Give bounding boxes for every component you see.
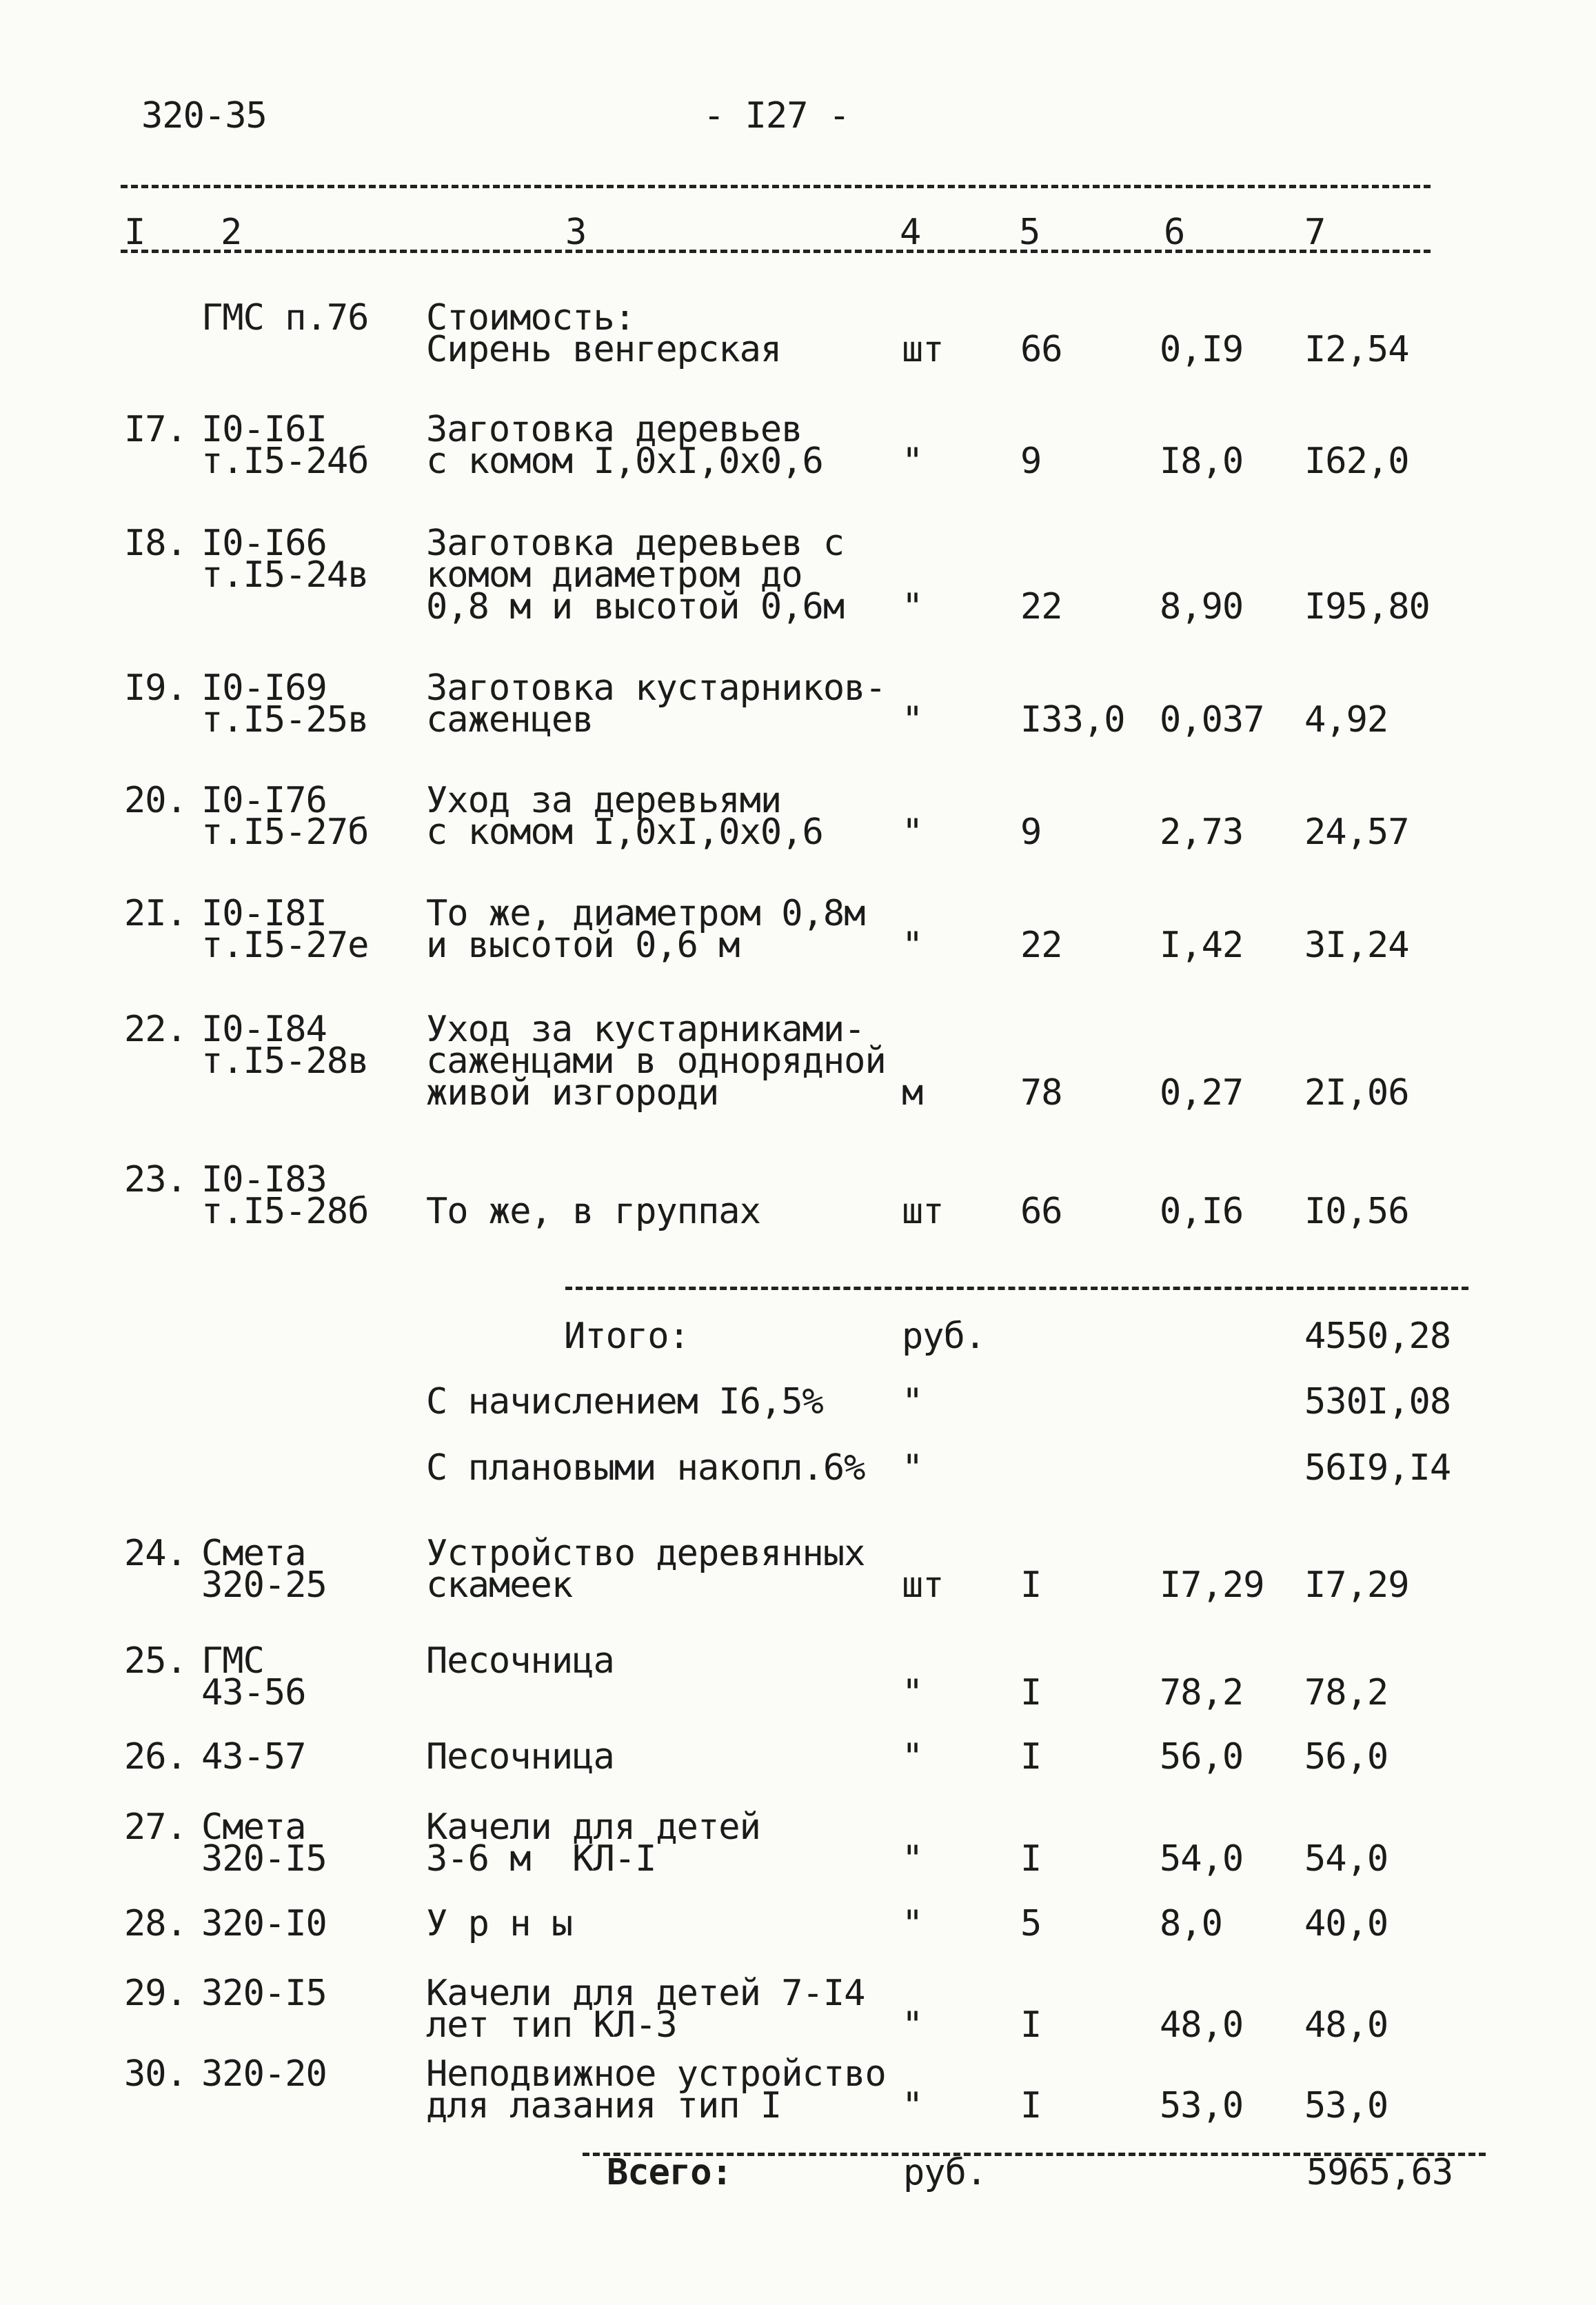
grand-total-unit: руб. xyxy=(903,2152,987,2193)
row-description-line: Уход за деревьями xyxy=(426,780,782,821)
row-unit-price: 0,27 xyxy=(1160,1072,1244,1114)
row-code-line: 320-25 xyxy=(201,1564,327,1606)
row-code-line: I0-I84 xyxy=(201,1009,327,1050)
row-unit: " xyxy=(902,586,923,627)
row-code-line: т.I5-28б xyxy=(201,1191,369,1232)
row-total: 24,57 xyxy=(1304,812,1409,853)
document-code: 320-35 xyxy=(141,95,267,137)
row-unit-price: 2,73 xyxy=(1160,812,1244,853)
subtotal-unit: руб. xyxy=(902,1316,986,1357)
row-total: 4,92 xyxy=(1304,699,1388,741)
grand-total-label: Всего: xyxy=(607,2152,732,2193)
row-description-line: Заготовка деревьев xyxy=(426,409,802,450)
row-unit: " xyxy=(902,1736,923,1778)
row-quantity: 66 xyxy=(1020,1191,1062,1232)
row-quantity: I xyxy=(1020,1672,1042,1713)
row-unit-price: I8,0 xyxy=(1160,441,1244,482)
subtotal-label: С плановыми накопл.6% xyxy=(426,1447,865,1489)
row-description-line: Сирень венгерская xyxy=(426,329,782,370)
row-total: 3I,24 xyxy=(1304,925,1409,966)
column-header-1: I xyxy=(124,212,146,253)
row-description-line: скамеек xyxy=(426,1564,573,1606)
row-unit-price: I,42 xyxy=(1160,925,1244,966)
row-quantity: I33,0 xyxy=(1020,699,1125,741)
row-quantity: I xyxy=(1020,2085,1042,2126)
row-quantity: I xyxy=(1020,1736,1042,1778)
row-unit: шт xyxy=(902,1564,944,1606)
row-code-line: т.I5-28в xyxy=(201,1040,369,1082)
subtotal-rule xyxy=(565,1287,1468,1290)
row-description-line: То же, в группах xyxy=(426,1191,760,1232)
row-unit-price: 8,0 xyxy=(1160,1903,1222,1944)
row-quantity: 9 xyxy=(1020,441,1042,482)
row-description-line: У р н ы xyxy=(426,1903,573,1944)
subtotal-unit: " xyxy=(902,1381,923,1422)
row-unit-price: 53,0 xyxy=(1160,2085,1244,2126)
row-number: 23. xyxy=(124,1159,187,1200)
row-unit: " xyxy=(902,1672,923,1713)
subtotal-label: Итого: xyxy=(564,1316,689,1357)
row-total: 2I,06 xyxy=(1304,1072,1409,1114)
row-unit: " xyxy=(902,812,923,853)
row-total: I7,29 xyxy=(1304,1564,1409,1606)
row-total: 54,0 xyxy=(1304,1838,1388,1880)
row-number: I8. xyxy=(124,523,187,564)
row-number: 25. xyxy=(124,1640,187,1682)
row-unit: " xyxy=(902,1903,923,1944)
row-code-line: т.I5-27е xyxy=(201,925,369,966)
page-number: - I27 - xyxy=(703,95,850,137)
column-header-2: 2 xyxy=(221,212,243,253)
column-header-6: 6 xyxy=(1164,212,1186,253)
row-unit: м xyxy=(902,1072,923,1114)
row-number: I7. xyxy=(124,409,187,450)
row-quantity: I xyxy=(1020,2004,1042,2046)
row-number: I9. xyxy=(124,667,187,709)
row-number: 26. xyxy=(124,1736,187,1778)
header-top-rule xyxy=(121,185,1431,188)
row-code-line: т.I5-27б xyxy=(201,812,369,853)
row-total: I0,56 xyxy=(1304,1191,1409,1232)
row-total: I62,0 xyxy=(1304,441,1409,482)
row-code-line: I0-I6I xyxy=(201,409,327,450)
row-description-line: комом диаметром до xyxy=(426,554,802,596)
subtotal-value: 530I,08 xyxy=(1304,1381,1451,1422)
row-description-line: и высотой 0,6 м xyxy=(426,925,740,966)
row-quantity: 22 xyxy=(1020,586,1062,627)
row-unit-price: 0,037 xyxy=(1160,699,1264,741)
row-quantity: 9 xyxy=(1020,812,1042,853)
row-number: 27. xyxy=(124,1806,187,1848)
row-unit-price: 8,90 xyxy=(1160,586,1244,627)
row-unit-price: 78,2 xyxy=(1160,1672,1244,1713)
subtotal-unit: " xyxy=(902,1447,923,1489)
subtotal-value: 4550,28 xyxy=(1304,1316,1451,1357)
row-number: 24. xyxy=(124,1533,187,1574)
row-description-line: То же, диаметром 0,8м xyxy=(426,893,865,934)
row-unit-price: 48,0 xyxy=(1160,2004,1244,2046)
row-unit: " xyxy=(902,441,923,482)
row-code-line: Смета xyxy=(201,1806,306,1848)
row-quantity: I xyxy=(1020,1838,1042,1880)
row-unit: шт xyxy=(902,329,944,370)
row-description-line: 0,8 м и высотой 0,6м xyxy=(426,586,845,627)
row-number: 29. xyxy=(124,1973,187,2014)
row-quantity: 5 xyxy=(1020,1903,1042,1944)
row-description-line: саженцами в однорядной xyxy=(426,1040,886,1082)
row-unit-price: I7,29 xyxy=(1160,1564,1264,1606)
row-code-line: I0-I8I xyxy=(201,893,327,934)
row-quantity: 22 xyxy=(1020,925,1062,966)
subtotal-label: С начислением I6,5% xyxy=(426,1381,823,1422)
row-code-line: 43-56 xyxy=(201,1672,306,1713)
row-number: 2I. xyxy=(124,893,187,934)
row-description-line: лет тип КЛ-3 xyxy=(426,2004,677,2046)
row-quantity: 78 xyxy=(1020,1072,1062,1114)
row-code-line: ГМС п.76 xyxy=(201,297,369,339)
row-description-line: саженцев xyxy=(426,699,594,741)
column-header-4: 4 xyxy=(900,212,922,253)
column-header-7: 7 xyxy=(1304,212,1326,253)
row-description-line: с комом I,0хI,0х0,6 xyxy=(426,441,823,482)
row-code-line: 320-20 xyxy=(201,2053,327,2095)
row-description-line: Заготовка деревьев с xyxy=(426,523,845,564)
row-description-line: для лазания тип I xyxy=(426,2085,782,2126)
row-total: 78,2 xyxy=(1304,1672,1388,1713)
row-description-line: Песочница xyxy=(426,1736,614,1778)
row-total: 40,0 xyxy=(1304,1903,1388,1944)
row-unit: " xyxy=(902,699,923,741)
row-description-line: Неподвижное устройство xyxy=(426,2053,886,2095)
row-code-line: 320-I5 xyxy=(201,1838,327,1880)
row-quantity: 66 xyxy=(1020,329,1062,370)
row-description-line: Качели для детей 7-I4 xyxy=(426,1973,865,2014)
row-code-line: т.I5-24б xyxy=(201,441,369,482)
column-header-3: 3 xyxy=(565,212,587,253)
row-code-line: I0-I69 xyxy=(201,667,327,709)
row-code-line: I0-I83 xyxy=(201,1159,327,1200)
row-unit: " xyxy=(902,2085,923,2126)
row-unit: шт xyxy=(902,1191,944,1232)
row-unit-price: 54,0 xyxy=(1160,1838,1244,1880)
row-unit-price: 56,0 xyxy=(1160,1736,1244,1778)
row-code-line: 320-I0 xyxy=(201,1903,327,1944)
row-code-line: ГМС xyxy=(201,1640,264,1682)
row-unit-price: 0,I9 xyxy=(1160,329,1244,370)
row-total: 56,0 xyxy=(1304,1736,1388,1778)
row-total: 53,0 xyxy=(1304,2085,1388,2126)
subtotal-value: 56I9,I4 xyxy=(1304,1447,1451,1489)
row-total: 48,0 xyxy=(1304,2004,1388,2046)
row-total: I95,80 xyxy=(1304,586,1430,627)
row-description-line: Стоимость: xyxy=(426,297,636,339)
row-description-line: Песочница xyxy=(426,1640,614,1682)
row-number: 30. xyxy=(124,2053,187,2095)
row-unit: " xyxy=(902,925,923,966)
row-number: 22. xyxy=(124,1009,187,1050)
row-code-line: т.I5-24в xyxy=(201,554,369,596)
row-quantity: I xyxy=(1020,1564,1042,1606)
row-code-line: Смета xyxy=(201,1533,306,1574)
row-description-line: 3-6 м КЛ-I xyxy=(426,1838,656,1880)
row-number: 28. xyxy=(124,1903,187,1944)
row-number: 20. xyxy=(124,780,187,821)
row-code-line: I0-I66 xyxy=(201,523,327,564)
row-description-line: Уход за кустарниками- xyxy=(426,1009,865,1050)
row-unit-price: 0,I6 xyxy=(1160,1191,1244,1232)
row-code-line: 43-57 xyxy=(201,1736,306,1778)
row-description-line: Качели для детей xyxy=(426,1806,760,1848)
row-unit: " xyxy=(902,2004,923,2046)
row-unit: " xyxy=(902,1838,923,1880)
row-code-line: I0-I76 xyxy=(201,780,327,821)
row-description-line: Устройство деревянных xyxy=(426,1533,865,1574)
column-header-underline xyxy=(121,250,1431,253)
row-code-line: 320-I5 xyxy=(201,1973,327,2014)
row-total: I2,54 xyxy=(1304,329,1409,370)
grand-total-value: 5965,63 xyxy=(1306,2152,1453,2193)
row-description-line: живой изгороди xyxy=(426,1072,719,1114)
column-header-5: 5 xyxy=(1019,212,1041,253)
row-code-line: т.I5-25в xyxy=(201,699,369,741)
row-description-line: Заготовка кустарников- xyxy=(426,667,886,709)
row-description-line: с комом I,0хI,0х0,6 xyxy=(426,812,823,853)
